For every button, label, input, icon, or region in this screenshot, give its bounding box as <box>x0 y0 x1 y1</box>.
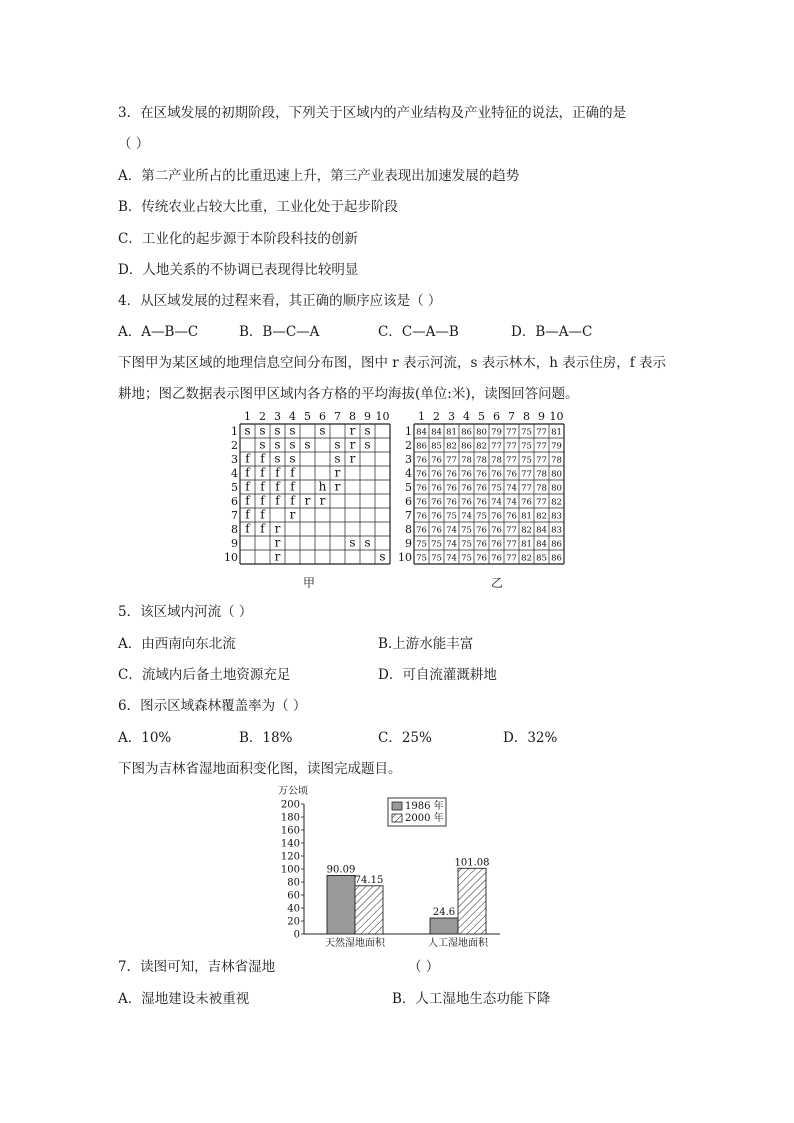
row-number: 3 <box>405 453 412 466</box>
row-number: 7 <box>231 509 238 522</box>
map-jia-cell: r <box>349 423 356 438</box>
map-jia-cell: s <box>364 437 371 452</box>
row-number: 5 <box>405 481 412 494</box>
map-jia-cell: s <box>289 451 296 466</box>
map-yi-cell: 78 <box>536 483 547 494</box>
map-jia-cell: r <box>289 507 296 522</box>
map-yi-cell: 75 <box>461 553 472 564</box>
col-number: 8 <box>349 410 356 423</box>
map-yi-cell: 75 <box>491 483 502 494</box>
col-number: 8 <box>523 410 530 423</box>
map-yi-label: 乙 <box>491 576 504 590</box>
map-yi-cell: 76 <box>521 497 532 508</box>
intro1-line1: 下图甲为某区域的地理信息空间分布图，图中 r 表示河流，s 表示林木，h 表示住房，f 表示 <box>118 355 667 371</box>
map-jia-cell: s <box>334 451 341 466</box>
map-yi-cell: 75 <box>521 427 532 438</box>
q6-option-d: D．32% <box>503 730 558 746</box>
map-jia-cell: f <box>290 465 295 480</box>
map-yi-cell: 77 <box>536 497 547 508</box>
map-yi-cell: 86 <box>416 441 427 452</box>
map-jia-cell: s <box>289 437 296 452</box>
row-number: 8 <box>405 523 412 536</box>
map-yi-cell: 86 <box>551 553 562 564</box>
map-jia-cell: s <box>289 423 296 438</box>
y-tick-label: 80 <box>287 877 300 889</box>
map-yi-cell: 76 <box>416 525 427 536</box>
row-number: 2 <box>405 439 412 452</box>
row-number: 5 <box>231 481 238 494</box>
q4-option-d: D．B—A—C <box>511 324 593 340</box>
col-number: 9 <box>364 410 371 423</box>
map-yi-cell: 74 <box>491 497 502 508</box>
map-yi-cell: 80 <box>551 483 562 494</box>
map-jia-label: 甲 <box>303 576 316 590</box>
map-yi-cell: 81 <box>551 427 562 438</box>
map-yi-cell: 82 <box>446 441 457 452</box>
col-number: 7 <box>508 410 515 423</box>
map-yi-cell: 75 <box>416 553 427 564</box>
map-yi-cell: 76 <box>431 511 442 522</box>
map-yi-cell: 82 <box>521 525 532 536</box>
map-jia-grid <box>226 408 396 570</box>
map-yi-cell: 84 <box>536 525 547 536</box>
map-yi-cell: 78 <box>461 455 472 466</box>
y-tick-label: 0 <box>293 929 300 941</box>
map-yi-cell: 75 <box>521 441 532 452</box>
map-yi-cell: 82 <box>551 497 562 508</box>
map-yi-cell: 82 <box>536 511 547 522</box>
map-yi-cell: 75 <box>461 525 472 536</box>
map-yi-cell: 76 <box>416 497 427 508</box>
legend-label: 2000 年 <box>405 813 444 824</box>
legend-swatch <box>392 814 402 822</box>
y-tick-label: 180 <box>280 812 300 824</box>
map-yi-cell: 75 <box>461 539 472 550</box>
map-yi-cell: 84 <box>536 539 547 550</box>
map-yi-cell: 81 <box>521 511 532 522</box>
q4-option-b: B．B—C—A <box>239 324 320 340</box>
map-jia-cell: r <box>349 451 356 466</box>
map-yi-cell: 74 <box>446 539 457 550</box>
map-jia-cell: f <box>290 479 295 494</box>
map-yi-cell: 81 <box>446 427 457 438</box>
map-yi-cell: 79 <box>551 441 562 452</box>
map-yi <box>400 408 570 574</box>
map-jia-cell: r <box>274 535 281 550</box>
map-jia-cell: s <box>259 423 266 438</box>
map-yi-cell: 80 <box>551 469 562 480</box>
q3-option-c: C．工业化的起步源于本阶段科技的创新 <box>118 231 358 247</box>
col-number: 2 <box>259 410 266 423</box>
col-number: 7 <box>334 410 341 423</box>
map-yi-cell: 75 <box>431 539 442 550</box>
map-yi-cell: 78 <box>536 469 547 480</box>
q3-option-b: B．传统农业占较大比重，工业化处于起步阶段 <box>118 199 398 215</box>
intro2: 下图为吉林省湿地面积变化图，读图完成题目。 <box>118 761 402 777</box>
q7-option-b: B．人工湿地生态功能下降 <box>392 991 551 1007</box>
row-number: 10 <box>398 551 412 564</box>
map-yi-cell: 76 <box>461 497 472 508</box>
map-yi-cell: 78 <box>491 455 502 466</box>
y-tick-label: 40 <box>287 903 300 915</box>
map-yi-cell: 74 <box>461 511 472 522</box>
row-number: 1 <box>231 425 238 438</box>
map-yi-cell: 83 <box>551 511 562 522</box>
row-number: 6 <box>405 495 412 508</box>
map-jia-cell: r <box>274 521 281 536</box>
map-jia-cell: r <box>334 465 341 480</box>
map-jia-cell: f <box>260 493 265 508</box>
row-number: 6 <box>231 495 238 508</box>
map-jia-cell: r <box>319 493 326 508</box>
q6-option-b: B．18% <box>239 730 293 746</box>
col-number: 3 <box>448 410 455 423</box>
q3-stem: 3．在区域发展的初期阶段，下列关于区域内的产业结构及产业特征的说法，正确的是 <box>118 105 627 121</box>
bar <box>327 875 355 934</box>
col-number: 5 <box>478 410 485 423</box>
map-yi-cell: 77 <box>521 469 532 480</box>
map-jia-cell: s <box>364 423 371 438</box>
map-jia-cell: s <box>244 423 251 438</box>
data-label: 101.08 <box>454 857 490 869</box>
map-jia-cell: r <box>349 437 356 452</box>
map-jia-cell: f <box>260 479 265 494</box>
q4-stem: 4．从区域发展的过程来看，其正确的顺序应该是（ ） <box>118 293 442 309</box>
bar <box>355 886 383 934</box>
legend-label: 1986 年 <box>405 801 444 812</box>
map-yi-cell: 76 <box>416 455 427 466</box>
bar <box>458 868 486 934</box>
category-label: 人工湿地面积 <box>428 938 488 949</box>
map-jia-cell: f <box>275 479 280 494</box>
map-yi-cell: 76 <box>491 469 502 480</box>
q4-option-a: A．A—B—C <box>118 324 199 340</box>
map-jia-cell: s <box>379 549 386 564</box>
map-yi-cell: 76 <box>416 469 427 480</box>
q7-paren: （ ） <box>408 959 440 975</box>
map-yi-cell: 76 <box>476 497 487 508</box>
map-yi-cell: 77 <box>506 427 517 438</box>
col-number: 10 <box>375 410 390 423</box>
map-jia <box>226 408 396 574</box>
map-yi-cell: 76 <box>431 525 442 536</box>
map-yi-cell: 76 <box>506 511 517 522</box>
map-yi-cell: 77 <box>446 455 457 466</box>
map-yi-cell: 77 <box>506 441 517 452</box>
y-tick-label: 140 <box>280 838 300 850</box>
map-jia-cell: s <box>334 437 341 452</box>
map-yi-cell: 85 <box>431 441 442 452</box>
map-yi-cell: 75 <box>476 511 487 522</box>
q5-option-b: B.上游水能丰富 <box>378 636 474 652</box>
map-yi-cell: 76 <box>446 483 457 494</box>
map-yi-cell: 76 <box>491 511 502 522</box>
map-jia-cell: s <box>259 437 266 452</box>
col-number: 5 <box>304 410 311 423</box>
q5-option-c: C．流域内后备土地资源充足 <box>118 667 291 683</box>
map-yi-cell: 86 <box>551 539 562 550</box>
map-jia-cell: r <box>274 549 281 564</box>
map-yi-cell: 76 <box>476 525 487 536</box>
map-jia-cell: r <box>334 479 341 494</box>
map-yi-cell: 78 <box>551 455 562 466</box>
row-number: 2 <box>231 439 238 452</box>
map-yi-cell: 84 <box>416 427 427 438</box>
map-yi-cell: 77 <box>521 483 532 494</box>
y-tick-label: 160 <box>280 825 300 837</box>
map-yi-cell: 76 <box>446 497 457 508</box>
wetland-chart-svg <box>270 784 510 948</box>
q5-option-a: A．由西南向东北流 <box>118 636 236 652</box>
map-yi-cell: 74 <box>446 553 457 564</box>
row-number: 9 <box>231 537 238 550</box>
col-number: 4 <box>463 410 470 423</box>
map-yi-cell: 77 <box>536 455 547 466</box>
map-jia-cell: h <box>318 479 327 494</box>
map-yi-cell: 85 <box>536 553 547 564</box>
map-yi-cell: 76 <box>431 497 442 508</box>
map-yi-cell: 77 <box>506 553 517 564</box>
map-jia-cell: f <box>260 465 265 480</box>
y-tick-label: 200 <box>280 799 300 811</box>
q6-stem: 6．图示区域森林覆盖率为（ ） <box>118 698 307 714</box>
map-jia-cell: s <box>349 535 356 550</box>
map-jia-cell: s <box>274 451 281 466</box>
col-number: 9 <box>538 410 545 423</box>
map-yi-cell: 75 <box>446 511 457 522</box>
map-yi-cell: 76 <box>461 469 472 480</box>
q5-stem: 5．该区域内河流（ ） <box>118 604 253 620</box>
bar <box>430 918 458 934</box>
map-jia-cell: s <box>364 535 371 550</box>
map-yi-cell: 79 <box>491 427 502 438</box>
map-yi-cell: 76 <box>506 469 517 480</box>
map-jia-cell: f <box>260 521 265 536</box>
map-yi-cell: 76 <box>491 525 502 536</box>
row-number: 8 <box>231 523 238 536</box>
map-yi-cell: 76 <box>431 483 442 494</box>
map-yi-cell: 86 <box>461 441 472 452</box>
map-jia-cell: f <box>245 479 250 494</box>
row-number: 1 <box>405 425 412 438</box>
map-yi-cell: 76 <box>476 539 487 550</box>
q3-option-a: A．第二产业所占的比重迅速上升，第三产业表现出加速发展的趋势 <box>118 168 520 184</box>
map-jia-cell: f <box>275 465 280 480</box>
data-label: 90.09 <box>326 864 356 876</box>
map-jia-cell: f <box>245 521 250 536</box>
row-number: 10 <box>224 551 238 564</box>
map-jia-cell: f <box>260 507 265 522</box>
map-yi-cell: 77 <box>506 455 517 466</box>
map-yi-cell: 77 <box>491 441 502 452</box>
col-number: 6 <box>493 410 500 423</box>
row-number: 4 <box>231 467 238 480</box>
map-yi-cell: 76 <box>476 553 487 564</box>
map-yi-cell: 82 <box>476 441 487 452</box>
y-tick-label: 20 <box>287 916 300 928</box>
map-jia-cell: s <box>274 423 281 438</box>
map-jia-cell: r <box>304 493 311 508</box>
map-jia-cell: f <box>245 507 250 522</box>
map-yi-cell: 76 <box>476 469 487 480</box>
map-yi-cell: 76 <box>431 455 442 466</box>
map-yi-cell: 76 <box>491 539 502 550</box>
map-yi-cell: 77 <box>506 525 517 536</box>
q4-option-c: C．C—A—B <box>378 324 459 340</box>
map-yi-cell: 75 <box>431 553 442 564</box>
map-yi-cell: 77 <box>506 539 517 550</box>
map-yi-cell: 86 <box>461 427 472 438</box>
q6-option-a: A．10% <box>118 730 172 746</box>
col-number: 10 <box>549 410 564 423</box>
category-label: 天然湿地面积 <box>325 938 385 949</box>
col-number: 1 <box>244 410 251 423</box>
map-jia-cell: s <box>304 437 311 452</box>
map-jia-cell: f <box>245 465 250 480</box>
map-yi-cell: 76 <box>476 483 487 494</box>
map-yi-cell: 74 <box>506 497 517 508</box>
map-jia-cell: f <box>275 493 280 508</box>
map-yi-cell: 76 <box>491 553 502 564</box>
map-yi-grid <box>400 408 570 570</box>
legend-swatch <box>392 802 402 810</box>
map-yi-cell: 77 <box>536 427 547 438</box>
intro1-line2: 耕地；图乙数据表示图甲区域内各方格的平均海拔(单位:米)，读图回答问题。 <box>118 386 579 402</box>
map-yi-cell: 81 <box>521 539 532 550</box>
map-yi-cell: 78 <box>476 455 487 466</box>
col-number: 4 <box>289 410 296 423</box>
map-yi-cell: 76 <box>431 469 442 480</box>
map-yi-cell: 82 <box>521 553 532 564</box>
row-number: 4 <box>405 467 412 480</box>
q7-option-a: A．湿地建设未被重视 <box>118 991 250 1007</box>
col-number: 6 <box>319 410 326 423</box>
map-yi-cell: 77 <box>536 441 547 452</box>
data-label: 74.15 <box>354 874 384 886</box>
y-tick-label: 60 <box>287 890 300 902</box>
map-yi-cell: 75 <box>416 539 427 550</box>
q7-stem: 7．读图可知，吉林省湿地 <box>118 959 276 975</box>
q6-option-c: C．25% <box>378 730 432 746</box>
y-tick-label: 120 <box>280 851 300 863</box>
map-yi-cell: 74 <box>446 525 457 536</box>
q3-option-d: D．人地关系的不协调已表现得比较明显 <box>118 262 359 278</box>
map-yi-cell: 84 <box>431 427 442 438</box>
col-number: 3 <box>274 410 281 423</box>
map-yi-cell: 76 <box>416 483 427 494</box>
q5-option-d: D．可自流灌溉耕地 <box>378 667 497 683</box>
map-jia-cell: f <box>290 493 295 508</box>
map-yi-cell: 76 <box>446 469 457 480</box>
row-number: 9 <box>405 537 412 550</box>
y-axis-label: 万公顷 <box>278 786 308 797</box>
q3-paren: （ ） <box>118 136 150 152</box>
map-yi-cell: 80 <box>476 427 487 438</box>
data-label: 24.6 <box>432 907 456 919</box>
map-yi-cell: 76 <box>461 483 472 494</box>
map-jia-cell: s <box>274 437 281 452</box>
row-number: 7 <box>405 509 412 522</box>
map-jia-cell: f <box>245 451 250 466</box>
col-number: 2 <box>433 410 440 423</box>
map-yi-cell: 83 <box>551 525 562 536</box>
row-number: 3 <box>231 453 238 466</box>
map-jia-cell: f <box>245 493 250 508</box>
map-yi-cell: 76 <box>416 511 427 522</box>
map-yi-cell: 75 <box>521 455 532 466</box>
y-tick-label: 100 <box>280 864 300 876</box>
col-number: 1 <box>418 410 425 423</box>
map-jia-cell: s <box>319 423 326 438</box>
wetland-chart <box>270 784 510 952</box>
map-jia-cell: f <box>260 451 265 466</box>
map-yi-cell: 74 <box>506 483 517 494</box>
